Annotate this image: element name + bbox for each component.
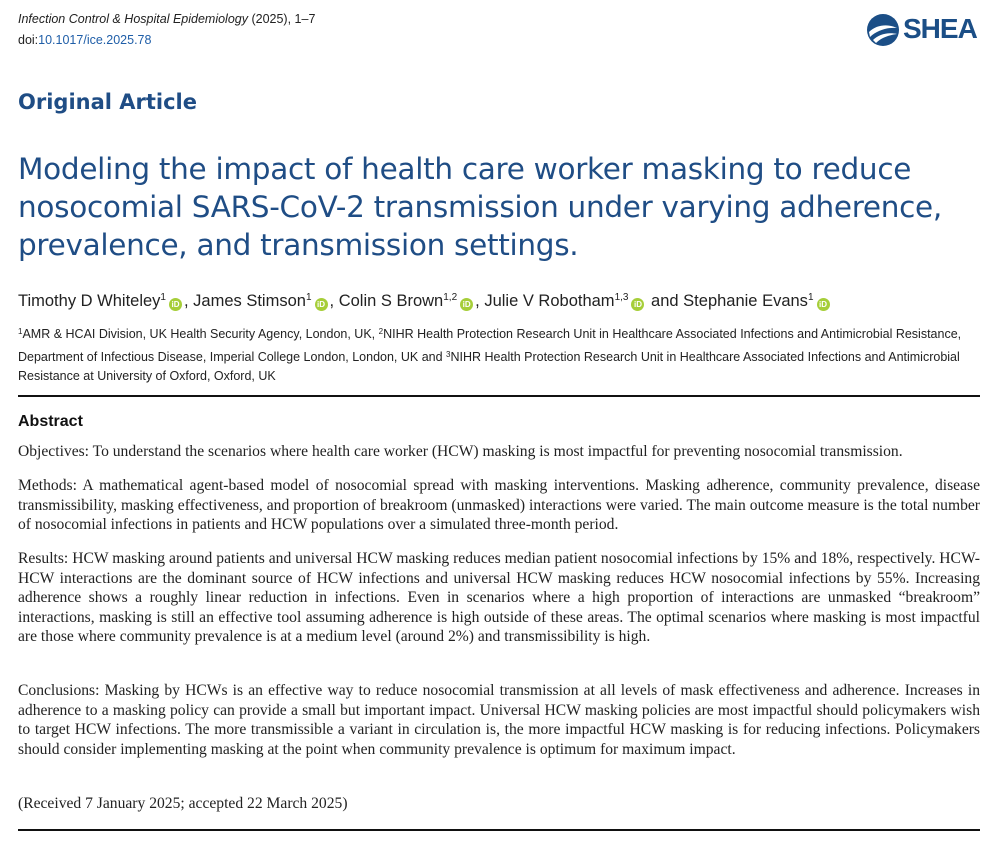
author-list: [18, 292, 988, 311]
orcid-icon[interactable]: iD: [169, 298, 182, 311]
orcid-icon[interactable]: iD: [315, 298, 328, 311]
abstract-heading: Abstract: [18, 413, 83, 430]
doi-line: [18, 33, 151, 47]
author-affil-sup: 1: [160, 292, 166, 303]
doi-link[interactable]: 10.1017/ice.2025.78: [38, 33, 152, 47]
shea-logo-text: SHEA: [903, 13, 977, 44]
author-affil-sup: 1: [807, 292, 814, 303]
abstract-methods: Methods: A mathematical agent-based model of nosocomial spread with masking interventions. Masking adherence, community prevalence, disease transmissibility, masking effectiveness, and proportion of breakroom (unmasked) interactions were varied. The main outcome measure is the total number of nosocomial infections in patients and HCW populations over a simulated three-month period.: [18, 477, 980, 534]
divider-top: [18, 395, 980, 397]
journal-year-pages: (2025), 1–7: [247, 12, 316, 26]
affiliation-sup: 3: [446, 349, 451, 359]
shea-logo: [865, 10, 985, 50]
affiliation-text: NIHR Health Protection Research Unit in Healthcare Associated Infections and Antimicrobial Resistance, Department of Infectious Disease, Imperial College London, London, UK and: [18, 327, 962, 364]
author-affil-sup: 1,2: [443, 292, 458, 303]
author-name: Julie V Robotham: [484, 292, 615, 310]
author-separator: ,: [329, 292, 339, 310]
journal-citation: [18, 12, 315, 26]
affiliation-sup: 2: [378, 327, 384, 336]
affiliation-sup: 1: [18, 327, 23, 336]
affiliation-text: AMR & HCAI Division, UK Health Security Agency, London, UK,: [22, 327, 379, 341]
article-title: Modeling the impact of health care worker masking to reduce nosocomial SARS-CoV-2 transmission under varying adherence, prevalence, and transmission settings.: [18, 152, 942, 262]
author-affil-sup: 1: [305, 292, 312, 303]
author-affil-sup: 1,3: [614, 292, 629, 303]
doi-label: doi:: [18, 33, 39, 47]
affiliations: [18, 322, 983, 387]
author-separator: ,: [183, 292, 194, 310]
abstract-results: Results: HCW masking around patients and universal HCW masking reduces median patient nosocomial infections by 15% and 18%, respectively. HCW-HCW interactions are the dominant source of HCW infections and universal HCW masking reduces HCW nosocomial infections by 55%. Increasing adherence shows a roughly linear reduction in infections. Even in scenarios where a high proportion of interactions are unmasked “breakroom” interactions, masking is still an effective tool assuming adherence is high outside of these areas. The optimal scenarios where masking is most impactful are those where community prevalence is at a medium level (around 2%) and transmissibility is high.: [18, 550, 980, 646]
author-name: James Stimson: [193, 292, 306, 310]
orcid-icon[interactable]: iD: [631, 298, 644, 311]
author-name: Timothy D Whiteley: [18, 292, 161, 310]
affiliation-text: NIHR Health Protection Research Unit in Healthcare Associated Infections and Antimicrobial Resistance at University of Oxford, Oxford, UK: [18, 349, 960, 383]
author-name: Stephanie Evans: [683, 292, 808, 310]
divider-bottom: [18, 829, 980, 831]
author-separator: and: [646, 292, 684, 310]
abstract-objectives: Objectives: To understand the scenarios where health care worker (HCW) masking is most impactful for preventing nosocomial transmission.: [18, 443, 903, 460]
author-name: Colin S Brown: [338, 292, 444, 310]
received-dates: (Received 7 January 2025; accepted 22 March 2025): [18, 795, 348, 812]
shea-globe-icon: [865, 12, 901, 48]
orcid-icon[interactable]: iD: [460, 298, 473, 311]
abstract-conclusions: Conclusions: Masking by HCWs is an effective way to reduce nosocomial transmission at all levels of mask effectiveness and adherence. Increases in adherence to a masking policy can provide a small but important impact. Universal HCW masking policies are most impactful should policymakers wish to target HCW infections. The more transmissible a variant in circulation is, the more impactful HCW masking is for reducing infections. Policymakers should consider implementing masking at the point when community prevalence is optimum for maximum impact.: [18, 682, 980, 758]
journal-name: Infection Control & Hospital Epidemiology: [18, 12, 248, 26]
orcid-icon[interactable]: iD: [817, 298, 830, 311]
author-separator: ,: [475, 292, 485, 310]
section-type: Original Article: [18, 90, 198, 114]
